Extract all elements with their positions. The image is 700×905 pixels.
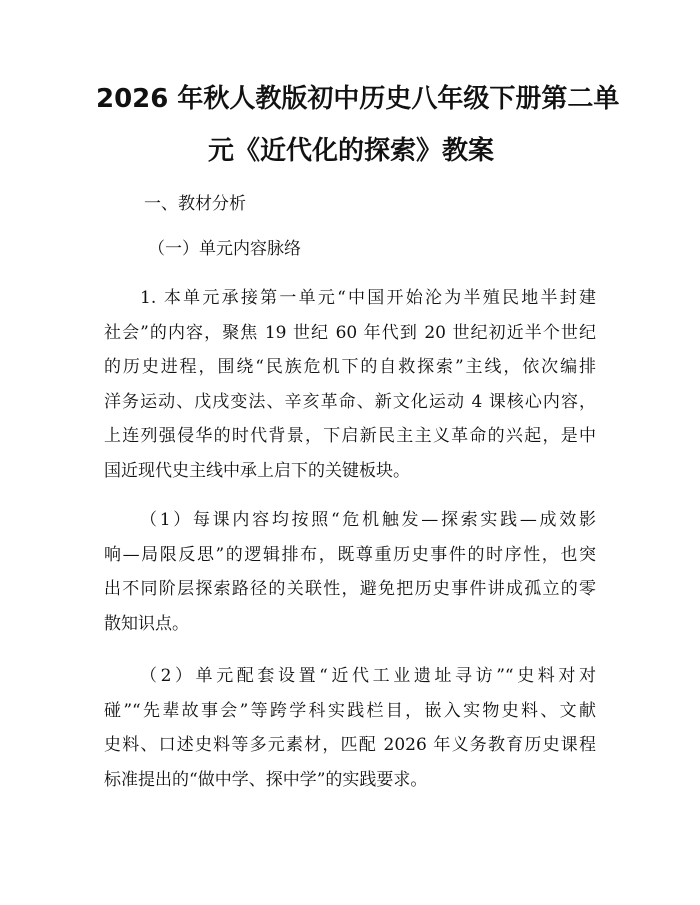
paragraph-line: 上连列强侵华的时代背景，下启新民主主义革命的兴起，是中 — [104, 426, 596, 446]
paragraph-line: （2）单元配套设置“近代工业遗址寻访”“史料对对 — [140, 666, 596, 686]
paragraph-line: 标准提出的“做中学、探中学”的实践要求。 — [104, 769, 428, 790]
subsection-heading: （一）单元内容脉络 — [148, 239, 301, 259]
paragraph-line: 国近现代史主线中承上启下的关键板块。 — [104, 460, 410, 481]
paragraph-1 — [104, 281, 596, 488]
paragraph-3 — [104, 659, 596, 797]
paragraph-line: 社会”的内容，聚焦 19 世纪 60 年代到 20 世纪初近半个世纪 — [104, 322, 596, 343]
document-title-line-1: 2026 年秋人教版初中历史八年级下册第二单 — [96, 84, 620, 114]
paragraph-line: 史料、口述史料等多元素材，匹配 2026 年义务教育历史课程 — [104, 735, 596, 755]
paragraph-line: 的历史进程，围绕“民族危机下的自救探索”主线，依次编排 — [104, 357, 596, 377]
document-title-line-2: 元《近代化的探索》教案 — [207, 136, 494, 166]
paragraph-line: （1）每课内容均按照“危机触发—探索实践—成效影 — [140, 510, 596, 530]
paragraph-2 — [104, 503, 596, 641]
paragraph-line: 碰”“先辈故事会”等跨学科实践栏目，嵌入实物史料、文献 — [104, 700, 596, 721]
paragraph-line: 洋务运动、戊戌变法、辛亥革命、新文化运动 4 课核心内容， — [104, 391, 596, 412]
paragraph-line: 响—局限反思”的逻辑排布，既尊重历史事件的时序性，也突 — [104, 544, 596, 565]
section-heading: 一、教材分析 — [144, 194, 246, 214]
paragraph-line: 1. 本单元承接第一单元“中国开始沦为半殖民地半封建 — [140, 288, 596, 308]
paragraph-line: 散知识点。 — [104, 613, 189, 634]
paragraph-line: 出不同阶层探索路径的关联性，避免把历史事件讲成孤立的零 — [104, 579, 596, 599]
